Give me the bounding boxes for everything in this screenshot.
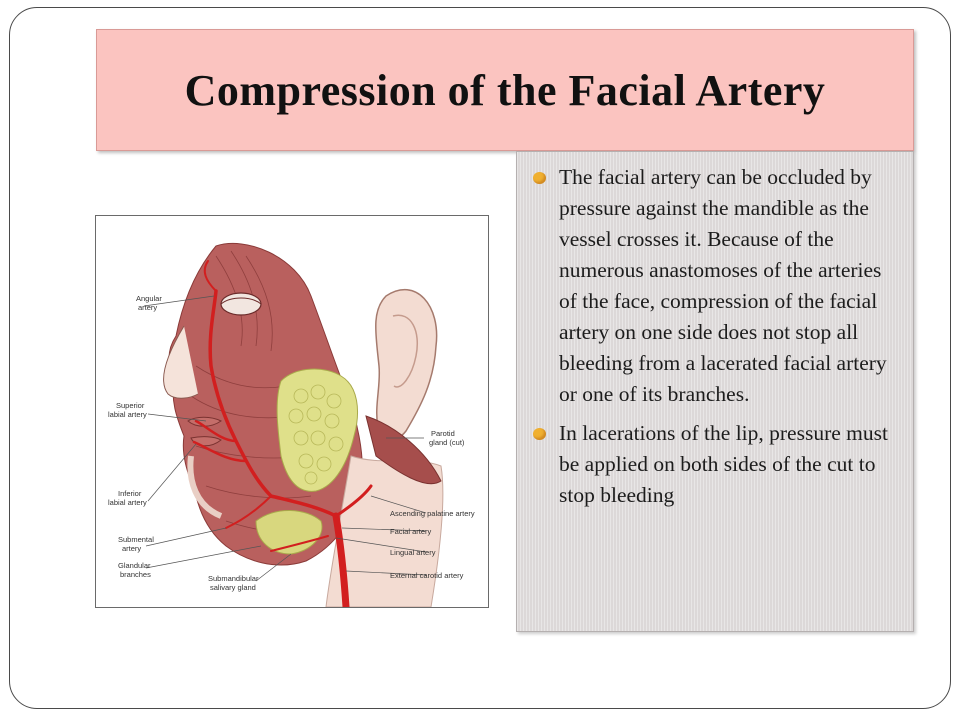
label-submandibular-gland: Submandibular salivary gland bbox=[208, 574, 259, 592]
label-submental-artery: Submental artery bbox=[118, 535, 154, 553]
label-superior-labial-artery: Superior labial artery bbox=[108, 401, 147, 419]
slide-title: Compression of the Facial Artery bbox=[184, 65, 826, 115]
label-angular-artery: Angular artery bbox=[136, 294, 162, 312]
bullet-item bbox=[529, 418, 899, 511]
bullet-icon bbox=[533, 172, 546, 184]
label-inferior-labial-artery: Inferior labial artery bbox=[108, 489, 147, 507]
facial-artery-diagram bbox=[96, 216, 488, 607]
anatomy-illustration bbox=[95, 215, 489, 608]
eye bbox=[221, 293, 261, 315]
bullet-text: In lacerations of the lip, pressure must be applied on both sides of the cut to stop bleeding bbox=[559, 421, 888, 507]
label-facial-artery: Facial artery bbox=[390, 527, 432, 536]
bullet-text: The facial artery can be occluded by pressure against the mandible as the vessel crosses it. Because of the numerous anastomoses of the arteries of the face, compression of the facial artery on one side does not stop all bleeding from a lacerated facial artery or one of its branches. bbox=[559, 165, 887, 406]
bullet-list bbox=[529, 162, 899, 511]
label-lingual-artery: Lingual artery bbox=[390, 548, 436, 557]
label-glandular-branches: Glandular branches bbox=[118, 561, 151, 579]
label-ascending-palatine-artery: Ascending palatine artery bbox=[390, 509, 475, 518]
label-external-carotid-artery: External carotid artery bbox=[390, 571, 464, 580]
title-banner bbox=[96, 29, 914, 151]
bullet-item bbox=[529, 162, 899, 410]
ear bbox=[376, 290, 437, 440]
label-parotid-gland: Parotid gland (cut) bbox=[429, 429, 465, 447]
content-text-box bbox=[516, 151, 914, 632]
bullet-icon bbox=[533, 428, 546, 440]
